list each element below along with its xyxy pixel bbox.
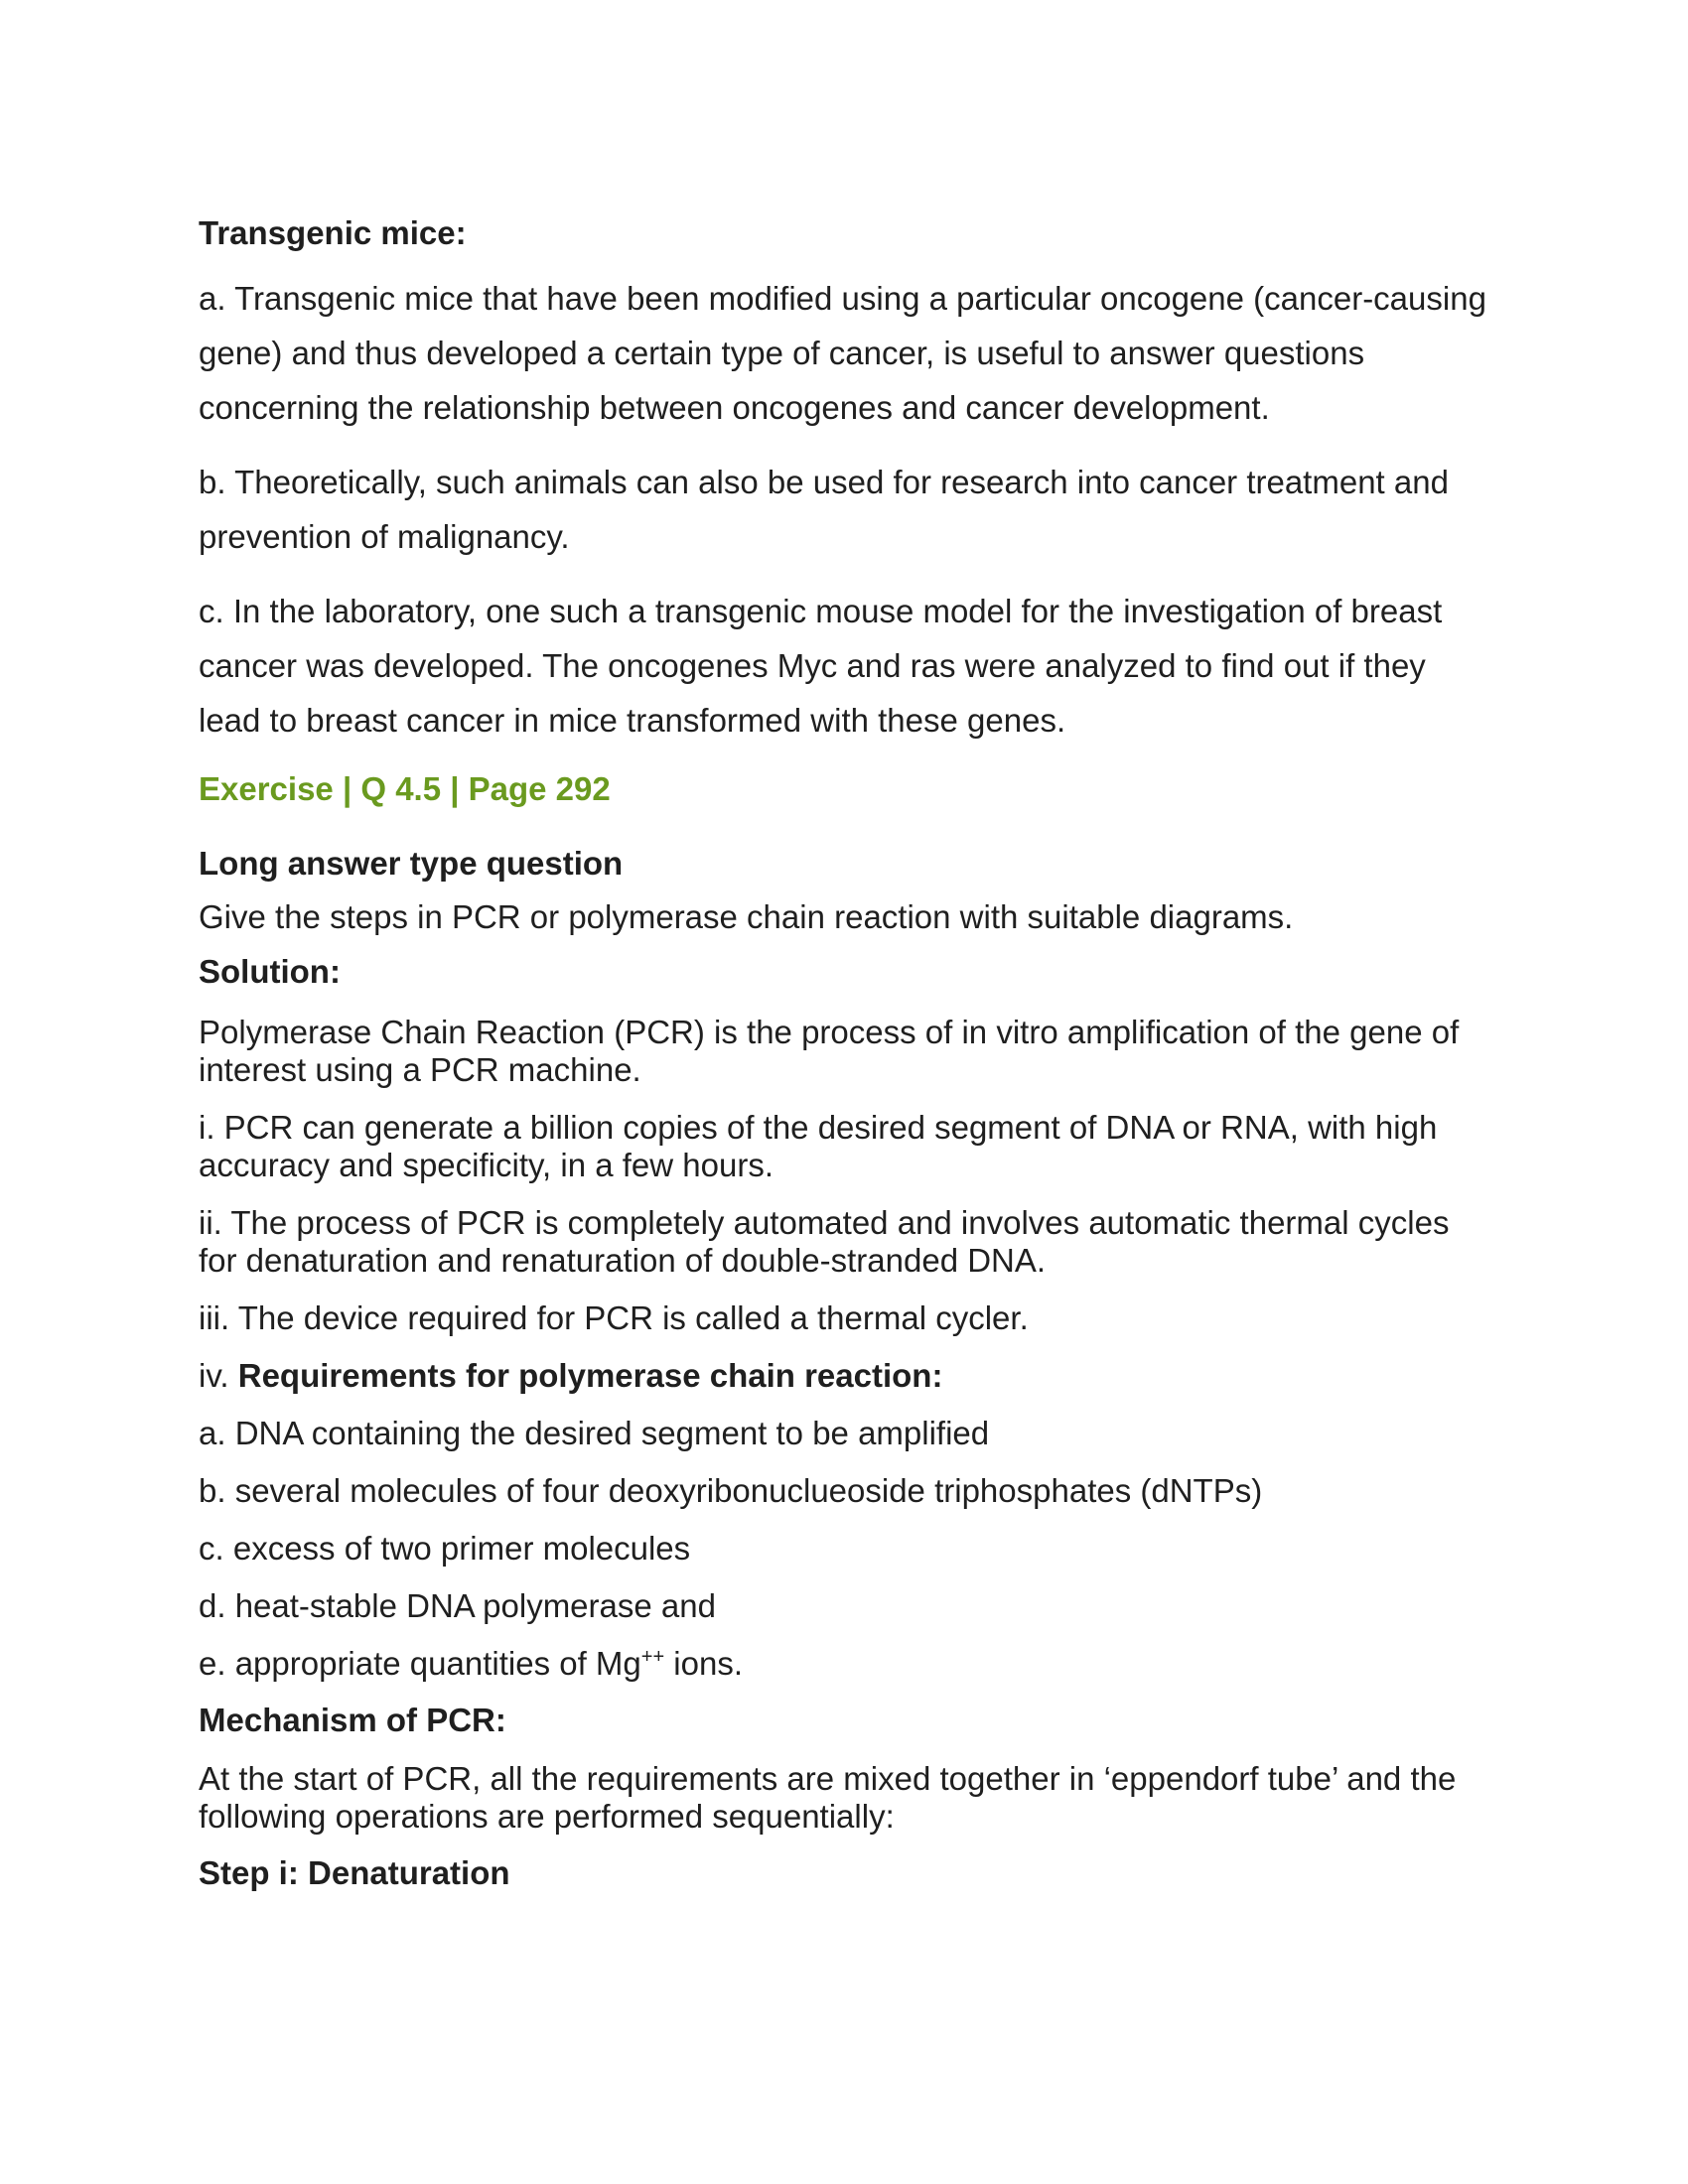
solution-point-iv-prefix: iv. bbox=[199, 1357, 238, 1394]
solution-intro: Polymerase Chain Reaction (PCR) is the process of in vitro amplification of the gene of interest using a PCR machine. bbox=[199, 1014, 1460, 1088]
solution-point-i: i. PCR can generate a billion copies of the desired segment of DNA or RNA, with high accuracy and specificity, in a few hours. bbox=[199, 1109, 1438, 1183]
transgenic-point-c: c. In the laboratory, one such a transgenic mouse model for the investigation of breast cancer was developed. The oncogenes Myc and ras were analyzed to find out if they lead to breast cancer in mice transformed with these genes. bbox=[199, 593, 1443, 739]
requirement-e-superscript: ++ bbox=[640, 1646, 665, 1668]
requirement-b: b. several molecules of four deoxyribonuclueoside triphosphates (dNTPs) bbox=[199, 1472, 1263, 1509]
question-type: Long answer type question bbox=[199, 845, 624, 882]
mechanism-text: At the start of PCR, all the requirements are mixed together in ‘eppendorf tube’ and the following operations are performed sequentially: bbox=[199, 1760, 1457, 1835]
requirements-heading: Requirements for polymerase chain reaction: bbox=[237, 1357, 943, 1394]
transgenic-point-b: b. Theoretically, such animals can also be used for research into cancer treatment and prevention of malignancy. bbox=[199, 464, 1449, 555]
requirement-d: d. heat-stable DNA polymerase and bbox=[199, 1587, 716, 1624]
exercise-link[interactable]: Exercise | Q 4.5 | Page 292 bbox=[199, 770, 611, 807]
solution-point-ii: ii. The process of PCR is completely automated and involves automatic thermal cycles for denaturation and renaturation of double-stranded DNA. bbox=[199, 1204, 1450, 1279]
mechanism-heading: Mechanism of PCR: bbox=[199, 1702, 506, 1738]
solution-point-iii: iii. The device required for PCR is called a thermal cycler. bbox=[199, 1299, 1029, 1336]
solution-point-iv bbox=[199, 1357, 1489, 1395]
transgenic-point-a: a. Transgenic mice that have been modified using a particular oncogene (cancer-causing gene) and thus developed a certain type of cancer, is useful to answer questions concerning the relationship between oncogenes and cancer development. bbox=[199, 280, 1486, 426]
requirement-c: c. excess of two primer molecules bbox=[199, 1530, 691, 1567]
requirement-a: a. DNA containing the desired segment to be amplified bbox=[199, 1415, 990, 1451]
solution-heading: Solution: bbox=[199, 953, 341, 990]
requirement-e-end: ions. bbox=[664, 1645, 744, 1682]
requirement-e bbox=[199, 1645, 1489, 1683]
transgenic-heading: Transgenic mice: bbox=[199, 214, 467, 251]
requirement-e-text: e. appropriate quantities of Mg bbox=[199, 1645, 641, 1682]
step-denaturation-heading: Step i: Denaturation bbox=[199, 1854, 510, 1891]
document-page bbox=[199, 213, 1489, 1893]
question-text: Give the steps in PCR or polymerase chain reaction with suitable diagrams. bbox=[199, 898, 1294, 935]
